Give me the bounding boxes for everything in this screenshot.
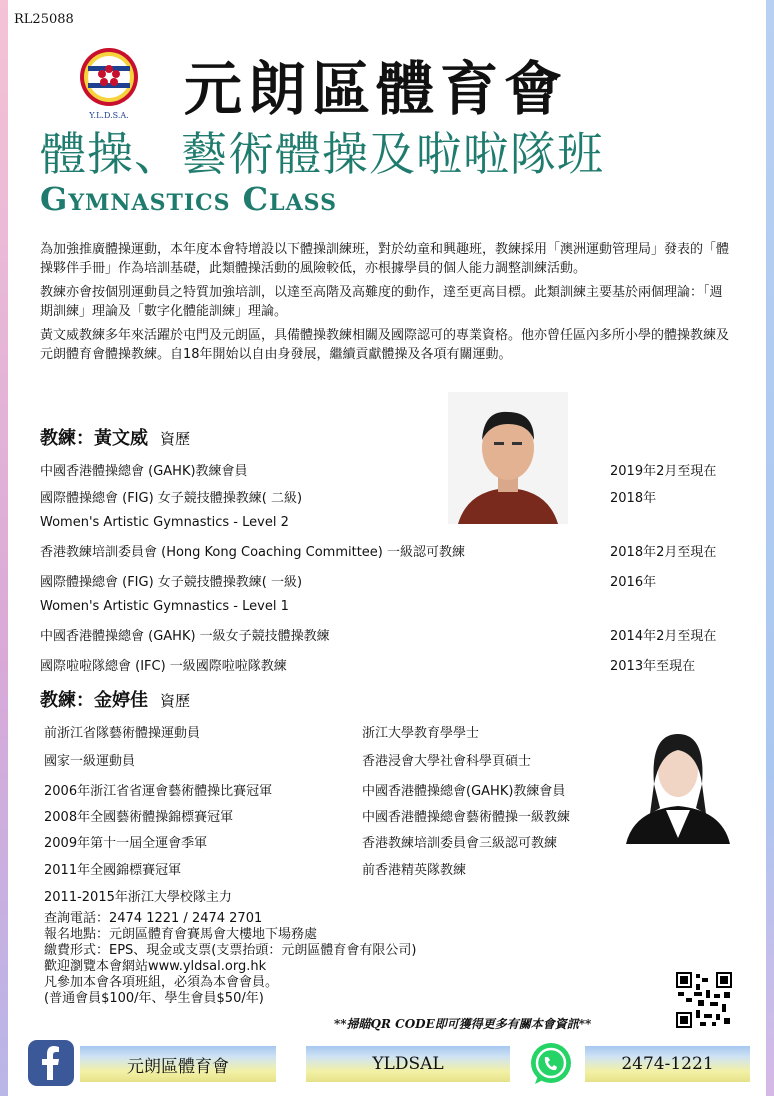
logo-text: Y.L.D.S.A. <box>89 111 129 120</box>
qr-note: **掃瞄QR CODE即可獲得更多有關本會資訊** <box>334 1017 592 1031</box>
coach1-qualification: 中國香港體操總會 (GAHK)教練會員 <box>40 464 248 479</box>
coach2-right-item: 浙江大學教育學學士 <box>362 726 480 741</box>
intro-text <box>40 240 730 369</box>
coach1-qualification: 國際體操總會 (FIG) 女子競技體操教練( 二級) <box>40 491 303 506</box>
coach2-left-item: 2006年浙江省省運會藝術體操比賽冠軍 <box>44 784 273 799</box>
association-logo <box>78 46 140 122</box>
coach2-right-item: 香港教練培訓委員會三級認可教練 <box>362 836 558 851</box>
coach1-qualification: Women's Artistic Gymnastics - Level 1 <box>40 599 289 614</box>
coach2-right-item: 香港浸會大學社會科學頁碩士 <box>362 754 532 769</box>
coach2-heading <box>40 686 190 712</box>
organization-title: 元朗區體育會 <box>184 55 569 123</box>
coach1-date: 2018年2月至現在 <box>610 545 717 560</box>
coach2-right-item: 中國香港體操總會(GAHK)教練會員 <box>362 784 566 799</box>
coach2-left-item: 前浙江省隊藝術體操運動員 <box>44 726 201 741</box>
contact-line: (普通會員$100/年、學生會員$50/年) <box>44 991 264 1006</box>
coach2-left-item: 2008年全國藝術體操錦標賽冠軍 <box>44 810 234 825</box>
contact-line: 報名地點：元朗區體育會賽馬會大樓地下場務處 <box>44 927 318 942</box>
coach1-photo <box>448 392 568 524</box>
class-title: 體操、藝術體操及啦啦隊班 <box>40 127 604 181</box>
qr-code[interactable] <box>676 972 732 1028</box>
coach1-date: 2018年 <box>610 491 657 506</box>
coach1-qualification: 國際體操總會 (FIG) 女子競技體操教練( 一級) <box>40 575 303 590</box>
coach1-heading <box>40 424 190 450</box>
coach1-date: 2016年 <box>610 575 657 590</box>
left-border <box>0 0 8 1096</box>
intro-paragraph: 教練亦會按個別運動員之特質加強培訓，以達至高階及高難度的動作，達至更高目標。此類訓練主要基於兩個理論：「週期訓練」理論及「數字化體能訓練」理論。 <box>40 285 723 319</box>
coach2-left-item: 國家一級運動員 <box>44 754 136 769</box>
contact-line: 凡參加本會各項班組，必須為本會會員。 <box>44 975 279 990</box>
coach2-left-item: 2011年全國錦標賽冠軍 <box>44 863 182 878</box>
contact-info <box>44 911 416 1007</box>
coach1-sub: 資歷 <box>160 430 191 448</box>
account-name: YLDSAL <box>306 1046 510 1082</box>
intro-paragraph: 為加強推廣體操運動，本年度本會特增設以下體操訓練班，對於幼童和興趣班，教練採用「澳洲運動管理局」發表的「體操夥伴手冊」作為培訓基礎，此類體操活動的風險較低，亦根據學員的個人能力調整訓練活動。 <box>40 242 730 276</box>
phone-number[interactable]: 2474-1221 <box>585 1046 750 1082</box>
coach2-sub: 資歷 <box>160 692 191 710</box>
coach2-name: 教練：金婷佳 <box>40 690 148 711</box>
facebook-page-name[interactable]: 元朗區體育會 <box>80 1046 276 1082</box>
document-code: RL25088 <box>14 12 74 27</box>
coach1-date: 2019年2月至現在 <box>610 464 717 479</box>
coach2-photo <box>624 714 732 844</box>
coach1-date: 2014年2月至現在 <box>610 629 717 644</box>
contact-line: 繳費形式：EPS、現金或支票(支票抬頭：元朗區體育會有限公司) <box>44 943 417 958</box>
contact-line: 查詢電話：2474 1221 / 2474 2701 <box>44 911 263 926</box>
coach1-qualification: 中國香港體操總會 (GAHK) 一級女子競技體操教練 <box>40 629 330 644</box>
class-title-en: Gymnastics Class <box>40 180 337 218</box>
coach1-qualification: 國際啦啦隊總會 (IFC) 一級國際啦啦隊教練 <box>40 659 287 674</box>
coach1-qualification: 香港教練培訓委員會 (Hong Kong Coaching Committee) 一級認可教練 <box>40 545 465 560</box>
facebook-icon[interactable] <box>28 1040 74 1086</box>
right-border <box>766 0 774 1096</box>
coach2-left-item: 2009年第十一屆全運會季軍 <box>44 836 208 851</box>
coach2-right-item: 前香港精英隊教練 <box>362 863 467 878</box>
coach1-date: 2013年至現在 <box>610 659 696 674</box>
coach1-qualification: Women's Artistic Gymnastics - Level 2 <box>40 515 289 530</box>
whatsapp-icon[interactable] <box>527 1040 575 1088</box>
coach1-name: 教練：黃文威 <box>40 428 148 449</box>
coach2-right-item: 中國香港體操總會藝術體操一級教練 <box>362 810 571 825</box>
coach2-left-item: 2011-2015年浙江大學校隊主力 <box>44 890 232 905</box>
contact-line: 歡迎瀏覽本會網站www.yldsal.org.hk <box>44 959 267 974</box>
intro-paragraph: 黃文威教練多年來活躍於屯門及元朗區，具備體操教練相關及國際認可的專業資格。他亦曾任區內多所小學的體操教練及元朗體育會體操教練。自18年開始以自由身發展，繼續貢獻體操及各項有關運動。 <box>40 328 730 362</box>
